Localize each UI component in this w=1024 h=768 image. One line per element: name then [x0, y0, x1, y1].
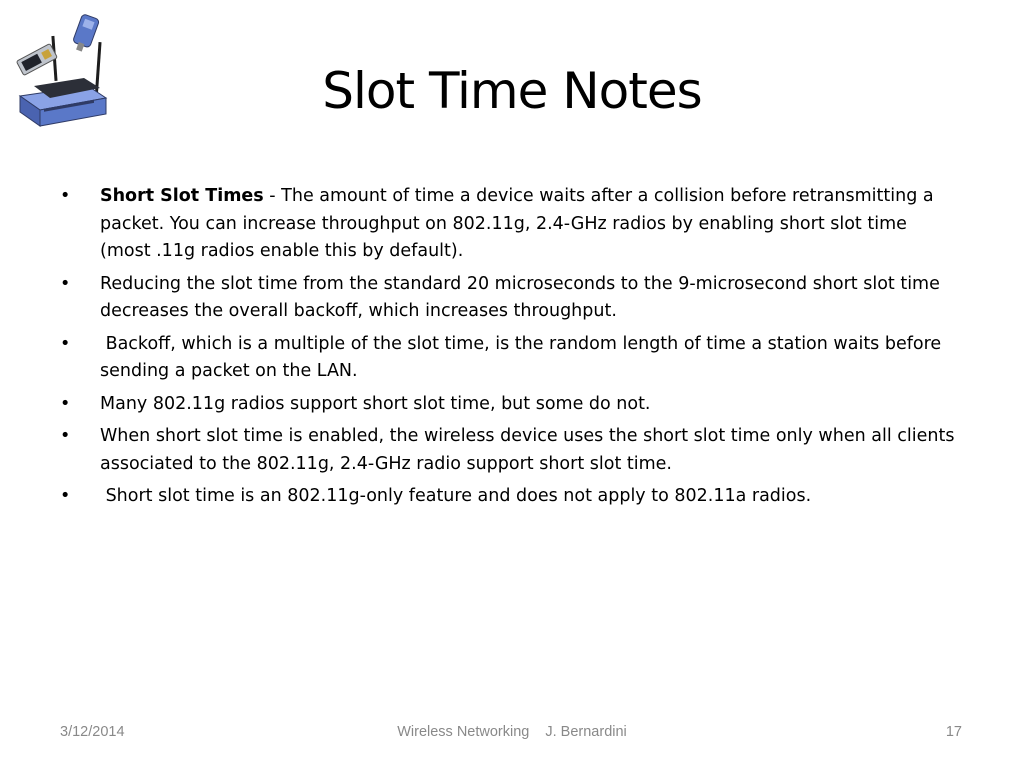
bullet-item [60, 483, 960, 511]
bullet-text: Backoff, which is a multiple of the slot time, is the random length of time a station waits before sending a packet on the LAN. [100, 333, 947, 381]
footer-date: 3/12/2014 [60, 724, 125, 740]
bullet-text: - The amount of time a device waits after a collision before retransmitting a packet. You can increase throughput on 802.11g, 2.4-GHz radios by enabling short slot time (most .11g radios enable this by default). [100, 186, 934, 261]
bullet-text: When short slot time is enabled, the wireless device uses the short slot time only when all clients associated to the 802.11g, 2.4-GHz radio support short slot time. [100, 426, 955, 474]
bullet-list [60, 183, 960, 516]
bullet-text: Many 802.11g radios support short slot time, but some do not. [100, 393, 651, 414]
bullet-marker: • [60, 333, 71, 354]
footer-course: Wireless Networking [397, 724, 530, 740]
bullet-item [60, 183, 960, 266]
page-number: 17 [945, 724, 962, 740]
bullet-marker: • [60, 486, 71, 506]
bullet-text: Reducing the slot time from the standard 20 microseconds to the 9-microsecond short slot time decreases the overall backoff, which increases throughput. [100, 273, 940, 321]
footer-author: J. Bernardini [545, 724, 627, 740]
bullet-item [60, 423, 960, 478]
bullet-marker: • [60, 393, 71, 414]
slide-title: Slot Time Notes [322, 62, 702, 120]
bullet-lead: Short Slot Times [100, 186, 264, 206]
bullet-item [60, 391, 960, 419]
bullet-marker: • [60, 273, 71, 294]
bullet-item [60, 331, 960, 386]
bullet-text: Short slot time is an 802.11g-only feature and does not apply to 802.11a radios. [100, 486, 812, 506]
bullet-item [60, 271, 960, 326]
footer-course-author [0, 724, 1024, 740]
bullet-marker: • [60, 426, 71, 446]
bullet-marker: • [60, 186, 71, 206]
